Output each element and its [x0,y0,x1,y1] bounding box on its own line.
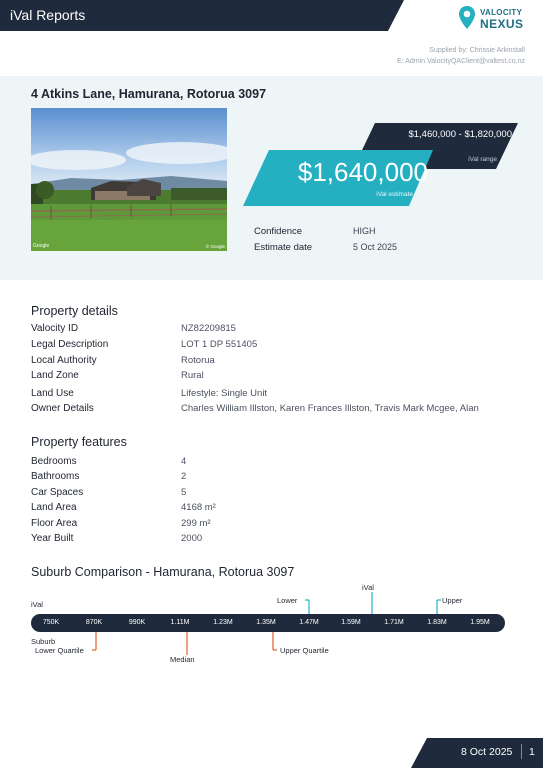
detail-label: Land Use [31,388,74,399]
suburb-row-label: Suburb [31,637,56,646]
feature-value: 5 [181,487,187,498]
tick-label: 750K [42,619,60,626]
tick-label: 1.83M [427,619,447,626]
detail-value: Lifestyle: Single Unit [181,388,268,399]
report-title: iVal Reports [10,7,86,23]
ival-estimate-label: iVal estimate [376,191,413,198]
detail-value: Rotorua [181,355,215,366]
feature-label: Car Spaces [31,487,84,498]
ival-range-label: iVal range [468,156,497,163]
tick-label: 1.11M [170,619,190,626]
upper-quartile-label: Upper Quartile [280,646,329,655]
estimate-date-value: 5 Oct 2025 [353,242,398,252]
detail-label: Land Zone [31,370,79,381]
detail-label: Owner Details [31,403,94,414]
ival-lower-label: Lower [277,596,298,605]
feature-label: Bathrooms [31,471,80,482]
feature-value: 4168 m² [181,502,216,513]
tick-label: 1.47M [299,619,319,626]
feature-value: 2000 [181,533,203,544]
detail-label: Legal Description [31,339,109,350]
tick-label: 1.23M [213,619,233,626]
detail-value: Rural [181,370,204,381]
feature-label: Floor Area [31,518,78,529]
feature-label: Bedrooms [31,456,77,467]
feature-value: 2 [181,471,187,482]
tick-label: 1.71M [384,619,404,626]
tick-label: 1.95M [470,619,490,626]
feature-value: 299 m² [181,518,211,529]
property-address: 4 Atkins Lane, Hamurana, Rotorua 3097 [31,87,267,101]
tick-label: 870K [85,619,103,626]
supplier-info [397,45,525,67]
detail-label: Local Authority [31,355,97,366]
feature-value: 4 [181,456,187,467]
logo-text-valocity: VALOCITY [480,8,523,17]
supplier-email[interactable]: E: Admin.ValocityQAClient@valtest.co.nz [397,58,525,65]
ival-range-value: $1,460,000 - $1,820,000 [408,129,512,140]
suburb-comparison-heading: Suburb Comparison - Hamurana, Rotorua 3097 [31,565,295,579]
estimate-date-label: Estimate date [254,242,313,253]
ival-row-label: iVal [31,600,43,609]
valocity-nexus-logo [458,5,538,31]
feature-label: Year Built [31,533,74,544]
logo-text-nexus: NEXUS [480,17,524,31]
tick-label: 990K [128,619,146,626]
photo-credit-right: © Google [205,244,225,249]
supplied-by: Supplied by: Chrissie Arkinstall [429,47,525,54]
ival-upper-label: Upper [442,596,463,605]
photo-credit-left: Google [33,243,50,249]
median-label: Median [170,655,195,664]
ival-label: iVal [362,583,374,592]
lower-quartile-label: Lower Quartile [35,646,84,655]
property-details-heading: Property details [31,304,118,318]
ival-estimate-value: $1,640,000 [297,157,428,187]
property-photo [31,108,227,251]
confidence-value: HIGH [353,226,376,236]
footer-date: 8 Oct 2025 [461,746,513,758]
page-number: 1 [529,746,535,758]
location-pin-icon [458,5,476,31]
tick-label: 1.35M [256,619,276,626]
confidence-label: Confidence [254,226,303,237]
detail-value: NZ82209815 [181,323,236,334]
feature-label: Land Area [31,502,77,513]
detail-value: Charles William Illston, Karen Frances Illston, Travis Mark Mcgee, Alan [181,403,479,414]
detail-label: Valocity ID [31,323,79,334]
detail-value: LOT 1 DP 551405 [181,339,258,350]
property-features-heading: Property features [31,435,127,449]
footer-separator [521,744,522,759]
tick-label: 1.59M [341,619,361,626]
